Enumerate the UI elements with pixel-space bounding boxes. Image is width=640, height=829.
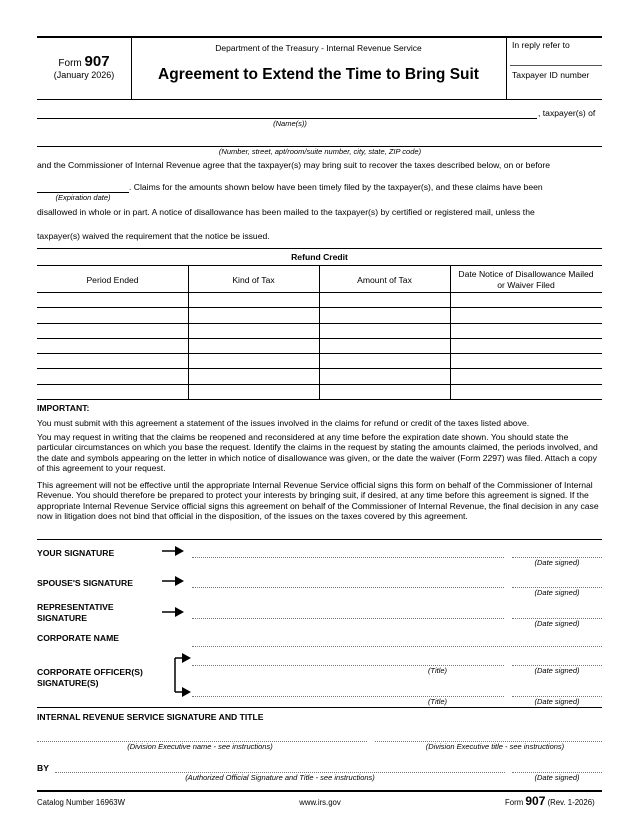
table-cell-input[interactable]	[319, 292, 450, 307]
corporate-name-rule	[192, 646, 602, 647]
name-caption: (Name(s))	[273, 119, 307, 128]
important-paragraph-3: This agreement will not be effective until the appropriate Internal Revenue Service official signs this form on behalf of the Commissioner of Internal Revenue. You should therefore be prepared to protect your interests by bringing suit, if desired, at any time before this agreement is signed. If the appropriate Internal Revenue Service official signs this agreement on behalf of the Commissioner of Internal Revenue, the final decision in any case now in litigation does not bind that official in the disposition, of the issues on the taxes covered by this agreement.	[37, 480, 599, 521]
expiration-date-caption: (Expiration date)	[55, 193, 111, 202]
table-row	[37, 323, 602, 338]
table-cell-input[interactable]	[450, 384, 602, 399]
table-cell-input[interactable]	[450, 338, 602, 353]
spouse-signature-label: SPOUSE'S SIGNATURE	[37, 578, 133, 588]
table-cell-input[interactable]	[319, 369, 450, 384]
table-cell-input[interactable]	[319, 323, 450, 338]
corporate-officer-1-date-caption: (Date signed)	[534, 666, 580, 675]
your-date-caption: (Date signed)	[534, 558, 580, 567]
corporate-officer-2-field[interactable]	[192, 683, 504, 696]
table-cell-input[interactable]	[319, 338, 450, 353]
form-id-block	[37, 53, 131, 80]
taxpayers-of-text: , taxpayer(s) of	[538, 108, 596, 118]
agreement-text-line2: . Claims for the amounts shown below have been timely filed by the taxpayer(s), and these claims have been	[129, 182, 543, 192]
table-row	[37, 353, 602, 368]
arrow-right-icon	[162, 576, 184, 586]
representative-label-line1: REPRESENTATIVE	[37, 602, 114, 612]
form-date: (January 2026)	[53, 70, 115, 80]
table-cell-input[interactable]	[37, 384, 188, 399]
reply-refer-rule	[510, 65, 602, 66]
table-cell-input[interactable]	[188, 323, 319, 338]
table-cell-input[interactable]	[188, 384, 319, 399]
table-cell-input[interactable]	[188, 369, 319, 384]
table-cell-input[interactable]	[319, 353, 450, 368]
agreement-text-line3: disallowed in whole or in part. A notice of disallowance has been mailed to the taxpayer(s) by certified or registered mail, unless the	[37, 207, 535, 217]
representative-label-line2: SIGNATURE	[37, 613, 87, 623]
your-date-field[interactable]	[512, 544, 602, 557]
corporate-officer-1-field[interactable]	[192, 652, 504, 665]
division-executive-title-field[interactable]	[375, 728, 602, 741]
taxpayer-id-label: Taxpayer ID number	[512, 70, 590, 80]
irs-signature-heading: INTERNAL REVENUE SERVICE SIGNATURE AND TITLE	[37, 712, 264, 722]
address-field[interactable]	[37, 132, 602, 146]
header-divider-right	[506, 37, 507, 99]
representative-signature-label	[37, 602, 114, 624]
address-caption: (Number, street, apt/room/suite number, city, state, ZIP code)	[218, 147, 422, 156]
table-cell-input[interactable]	[319, 307, 450, 322]
important-paragraph-1: You must submit with this agreement a statement of the issues involved in the claims for refund or credit of the taxes listed above.	[37, 418, 530, 428]
table-cell-input[interactable]	[450, 323, 602, 338]
corporate-officer-label-line2: SIGNATURE(S)	[37, 678, 99, 688]
table-caption: Refund Credit	[291, 252, 348, 262]
footer-form-label: Form	[505, 798, 524, 807]
important-paragraph-2: You may request in writing that the claims be reopened and reconsidered at any time before the expiration date shown. You should state the particular circumstances on which you base the request. Identify the claims in the request by stating the amounts claimed, the periods involved, and the date and symbols appearing on the letter in which notice of disallowance was given, or the date the waiver (Form 2297) was filed. Attach a copy of this agreement to your request.	[37, 432, 598, 473]
bracket-arrows-icon	[172, 653, 192, 697]
corporate-officer-label-line1: CORPORATE OFFICER(S)	[37, 667, 143, 677]
authorized-signature-caption: (Authorized Official Signature and Title - see instructions)	[185, 773, 375, 782]
table-cell-input[interactable]	[319, 384, 450, 399]
corporate-officer-1-title-caption: (Title)	[427, 666, 448, 675]
division-executive-title-caption: (Division Executive title - see instructions)	[425, 742, 565, 751]
form-number-line	[37, 53, 131, 70]
expiration-date-field[interactable]	[37, 179, 129, 192]
your-signature-label: YOUR SIGNATURE	[37, 548, 115, 558]
header-bottom-rule	[37, 99, 602, 100]
table-cell-input[interactable]	[188, 307, 319, 322]
authorized-date-field[interactable]	[512, 759, 602, 772]
table-cell-input[interactable]	[188, 338, 319, 353]
table-row	[37, 384, 602, 399]
table-row	[37, 307, 602, 322]
col-header-kind-of-tax: Kind of Tax	[232, 275, 275, 285]
taxpayer-name-field[interactable]	[37, 104, 537, 118]
table-cell-input[interactable]	[37, 292, 188, 307]
page-title: Agreement to Extend the Time to Bring Suit	[158, 66, 479, 83]
table-cell-input[interactable]	[450, 307, 602, 322]
arrow-right-icon	[162, 546, 184, 556]
important-bottom-rule	[37, 539, 602, 540]
arrow-right-icon	[162, 607, 184, 617]
corporate-officer-2-date-field[interactable]	[512, 683, 602, 696]
representative-signature-rule	[192, 618, 504, 619]
refund-credit-table	[37, 265, 602, 399]
authorized-date-caption: (Date signed)	[534, 773, 580, 782]
table-cell-input[interactable]	[188, 353, 319, 368]
corporate-officer-2-title-caption: (Title)	[427, 697, 448, 706]
important-heading: IMPORTANT:	[37, 403, 90, 413]
table-bottom-rule	[37, 399, 602, 400]
spouse-date-caption: (Date signed)	[534, 588, 580, 597]
website: www.irs.gov	[299, 798, 341, 807]
footer-form-id	[505, 794, 595, 808]
agreement-text-line1: and the Commissioner of Internal Revenue agree that the taxpayer(s) may bring suit to recover the taxes described below, on or before	[37, 160, 551, 170]
taxpayer-id-field[interactable]	[512, 82, 600, 96]
your-signature-field[interactable]	[192, 544, 504, 557]
form-number: 907	[84, 53, 110, 70]
footer-rev: (Rev. 1-2026)	[547, 798, 595, 807]
reply-refer-label: In reply refer to	[512, 40, 570, 50]
representative-signature-field[interactable]	[192, 605, 504, 618]
division-executive-name-field[interactable]	[37, 728, 367, 741]
corporate-officer-1-date-field[interactable]	[512, 652, 602, 665]
col-header-period-ended: Period Ended	[86, 275, 139, 285]
col-header-date-notice: Date Notice of Disallowance Mailed or Waiver Filed	[458, 269, 594, 290]
spouse-signature-field[interactable]	[192, 574, 504, 587]
table-top-rule	[37, 248, 602, 249]
table-cell-input[interactable]	[188, 292, 319, 307]
reply-refer-field[interactable]	[512, 52, 600, 64]
spouse-date-field[interactable]	[512, 574, 602, 587]
table-cell-input[interactable]	[37, 338, 188, 353]
catalog-number: Catalog Number 16963W	[37, 798, 125, 807]
form-label: Form	[58, 58, 82, 69]
agreement-text-line4: taxpayer(s) waived the requirement that the notice be issued.	[37, 231, 270, 241]
division-executive-name-caption: (Division Executive name - see instructions)	[127, 742, 273, 751]
table-cell-input[interactable]	[37, 353, 188, 368]
table-row	[37, 338, 602, 353]
spouse-signature-rule	[192, 587, 504, 588]
representative-date-caption: (Date signed)	[534, 619, 580, 628]
header-top-rule	[37, 36, 602, 38]
table-cell-input[interactable]	[450, 369, 602, 384]
authorized-signature-field[interactable]	[55, 759, 505, 772]
table-cell-input[interactable]	[450, 292, 602, 307]
table-cell-input[interactable]	[37, 323, 188, 338]
corporate-officer-label	[37, 667, 143, 689]
representative-date-field[interactable]	[512, 605, 602, 618]
table-row	[37, 292, 602, 307]
col-header-amount-of-tax: Amount of Tax	[357, 275, 412, 285]
table-cell-input[interactable]	[37, 307, 188, 322]
corporate-officer-2-date-caption: (Date signed)	[534, 697, 580, 706]
footer-form-number: 907	[525, 794, 546, 808]
footer-rule	[37, 790, 602, 792]
by-label: BY	[37, 763, 49, 773]
table-cell-input[interactable]	[450, 353, 602, 368]
irs-section-rule	[37, 707, 602, 708]
corporate-name-field[interactable]	[192, 633, 602, 646]
corporate-name-label: CORPORATE NAME	[37, 633, 119, 643]
table-cell-input[interactable]	[37, 369, 188, 384]
your-signature-rule	[192, 557, 504, 558]
table-row	[37, 369, 602, 384]
department-name: Department of the Treasury - Internal Revenue Service	[215, 43, 422, 53]
